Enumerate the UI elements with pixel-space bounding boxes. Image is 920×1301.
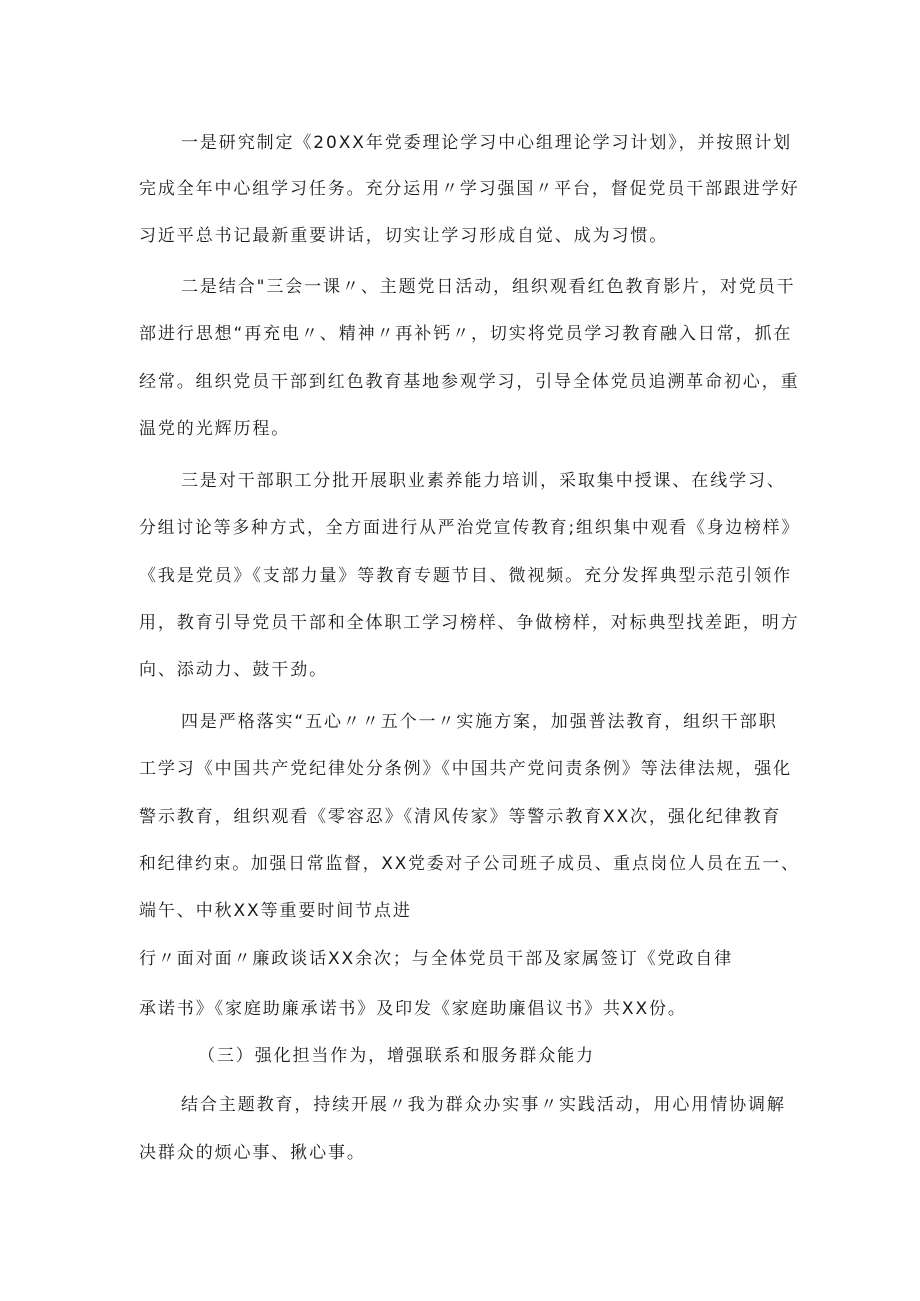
paragraph-4-line-3: 警示教育，组织观看《零容忍》《清风传家》等警示教育XX次，强化纪律教育: [139, 807, 782, 827]
paragraph-1-line-3: 习近平总书记最新重要讲话，切实让学习形成自觉、成为习惯。: [139, 226, 669, 246]
section-heading: （三）强化担当作为，增强联系和服务群众能力: [198, 1046, 595, 1066]
paragraph-4-line-2: 工学习《中国共产党纪律处分条例》《中国共产党问责条例》等法律法规，强化: [139, 759, 792, 779]
paragraph-4-line-5: 端午、中秋XX等重要时间节点进: [139, 901, 412, 921]
paragraph-3-line-4: 用，教育引导党员干部和全体职工学习榜样、争做榜样，对标典型找差距，明方: [139, 613, 800, 633]
paragraph-1-line-1: 一是研究制定《20XX年党委理论学习中心组理论学习计划》，并按照计划: [181, 133, 793, 153]
paragraph-2-line-2: 部进行思想“再充电〃、精神〃再补钙〃，切实将党员学习教育融入日常，抓在: [139, 324, 793, 344]
paragraph-4-line-6: 行〃面对面〃廉政谈话XX余次；与全体党员干部及家属签订《党政自律: [139, 949, 734, 969]
paragraph-3-line-3: 《我是党员》《支部力量》等教育专题节目、微视频。充分发挥典型示范引领作: [139, 566, 792, 586]
paragraph-6-line-2: 决群众的烦心事、揪心事。: [139, 1143, 366, 1163]
paragraph-3-line-2: 分组讨论等多种方式，全方面进行从严治党宣传教育;组织集中观看《身边榜样》: [139, 518, 801, 538]
paragraph-6-line-1: 结合主题教育，持续开展〃我为群众办实事〃实践活动，用心用情协调解: [181, 1095, 786, 1115]
paragraph-4-line-1: 四是严格落实“五心〃〃五个一〃实施方案，加强普法教育，组织干部职: [181, 712, 778, 732]
paragraph-2-line-3: 经常。组织党员干部到红色教育基地参观学习，引导全体党员追溯革命初心，重: [139, 372, 800, 392]
paragraph-4-line-4: 和纪律约束。加强日常监督，XX党委对子公司班子成员、重点岗位人员在五一、: [139, 854, 800, 874]
paragraph-3-line-1: 三是对干部职工分批开展职业素养能力培训，采取集中授课、在线学习、: [181, 471, 786, 491]
paragraph-2-line-1: 二是结合"三会一课〃、主题党日活动，组织观看红色教育影片，对党员干: [181, 277, 796, 297]
paragraph-4-line-7: 承诺书》《家庭助廉承诺书》及印发《家庭助廉倡议书》共XX份。: [139, 999, 687, 1019]
paragraph-3-line-5: 向、添动力、鼓干劲。: [139, 660, 328, 680]
paragraph-2-line-4: 温党的光辉历程。: [139, 419, 291, 439]
paragraph-1-line-2: 完成全年中心组学习任务。充分运用〃学习强国〃平台，督促党员干部跟进学好: [139, 179, 800, 199]
